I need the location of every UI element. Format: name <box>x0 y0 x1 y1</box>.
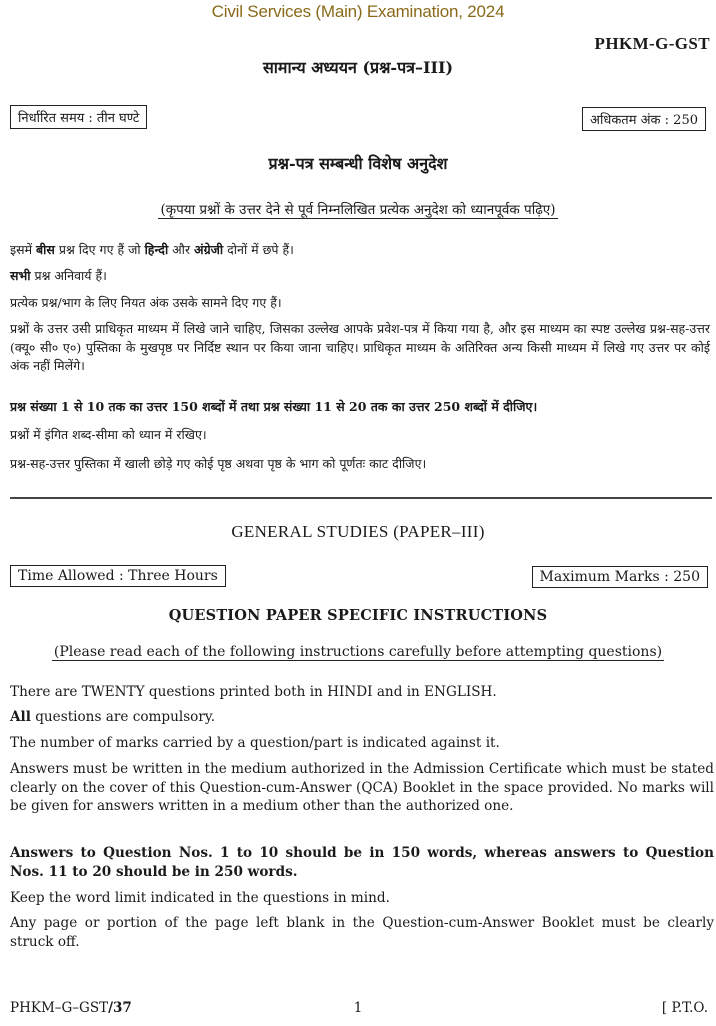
english-instructions-subheading-text: (Please read each of the following instructions carefully before attempting questions) <box>53 644 663 660</box>
hindi-max-marks-box: अधिकतम अंक : 250 <box>582 107 706 131</box>
hindi-instructions-subheading-text: (कृपया प्रश्नों के उत्तर देने से पूर्व निम्नलिखित प्रत्येक अनुदेश को ध्यानपूर्वक पढ़िए) <box>160 202 556 218</box>
hindi-instruction-2 <box>10 267 710 286</box>
footer-code-suffix: /37 <box>108 1000 132 1016</box>
hindi-instruction-3: प्रत्येक प्रश्न/भाग के लिए नियत अंक उसके सामने दिए गए हैं। <box>10 295 282 310</box>
english-instruction-7: Any page or portion of the page left blank in the Question-cum-Answer Booklet must be clearly struck off. <box>10 915 714 950</box>
en-p2-a: All <box>10 709 31 725</box>
english-instruction-5: Answers to Question Nos. 1 to 10 should be in 150 words, whereas answers to Question Nos. 11 to 20 should be in 250 words. <box>10 845 714 880</box>
section-divider <box>10 497 712 499</box>
hi-p1-d: हिन्दी <box>144 242 169 257</box>
hindi-time-allowed-box: निर्धारित समय : तीन घण्टे <box>10 105 147 129</box>
exam-title: Civil Services (Main) Examination, 2024 <box>211 2 505 21</box>
english-max-marks-box: Maximum Marks : 250 <box>532 566 708 588</box>
hi-p1-c: प्रश्न दिए गए हैं जो <box>54 242 145 257</box>
paper-code: PHKM-G-GST <box>594 34 710 53</box>
english-instruction-1: There are TWENTY questions printed both in HINDI and in ENGLISH. <box>10 684 497 700</box>
hi-p1-g: दोनों में छपे हैं। <box>223 242 294 257</box>
en-p2-b: questions are compulsory. <box>30 709 216 725</box>
english-instructions-heading: QUESTION PAPER SPECIFIC INSTRUCTIONS <box>168 607 548 624</box>
english-instructions-subheading <box>0 644 716 660</box>
english-paper-title: GENERAL STUDIES (PAPER–III) <box>231 522 485 541</box>
hindi-instructions-heading: प्रश्न-पत्र सम्बन्धी विशेष अनुदेश <box>268 154 448 173</box>
hindi-instruction-6: प्रश्नों में इंगित शब्द-सीमा को ध्यान में रखिए। <box>10 427 207 442</box>
footer-code-prefix: PHKM–G–GST <box>10 1000 109 1016</box>
hindi-instruction-4: प्रश्नों के उत्तर उसी प्राधिकृत माध्यम में लिखे जाने चाहिए, जिसका उल्लेख आपके प्रवेश-पत्र में किया गया है, और इस माध्यम का स्पष्ट उल्लेख प्रश्न-सह-उत्तर (क्यू० सी० ए०) पुस्तिका के मुखपृष्ठ पर निर्दिष्ट स्थान पर किया जाना चाहिए। प्राधिकृत माध्यम के अतिरिक्त अन्य किसी माध्यम में लिखे गए उत्तर पर कोई अंक नहीं मिलेंगे। <box>10 321 710 373</box>
english-instruction-2 <box>10 708 714 727</box>
hindi-instruction-5: प्रश्न संख्या 1 से 10 तक का उत्तर 150 शब्दों में तथा प्रश्न संख्या 11 से 20 तक का उत्तर 250 शब्दों में दीजिए। <box>10 399 538 414</box>
hi-p1-b: बीस <box>36 242 55 257</box>
english-instruction-4: Answers must be written in the medium authorized in the Admission Certificate which must be stated clearly on the cover of this Question-cum-Answer (QCA) Booklet in the space provided. No marks will be given for answers written in a medium other than the authorized one. <box>10 761 714 814</box>
footer-pto: [ P.T.O. <box>661 1000 708 1016</box>
hi-p2-b: प्रश्न अनिवार्य हैं। <box>30 268 107 283</box>
hindi-instruction-7: प्रश्न-सह-उत्तर पुस्तिका में खाली छोड़े गए कोई पृष्ठ अथवा पृष्ठ के भाग को पूर्णतः काट दीजिए। <box>10 456 427 471</box>
hi-p1-f: अंग्रेजी <box>194 242 224 257</box>
hindi-instruction-1 <box>10 241 710 260</box>
hi-p1-e: और <box>168 242 195 257</box>
hindi-instructions-subheading <box>0 200 716 218</box>
hi-p1-a: इसमें <box>10 242 37 257</box>
footer-page-number: 1 <box>353 1000 363 1016</box>
english-time-allowed-box: Time Allowed : Three Hours <box>10 565 226 587</box>
hindi-paper-title: सामान्य अध्ययन (प्रश्न-पत्र–III) <box>262 58 454 77</box>
english-instruction-6: Keep the word limit indicated in the questions in mind. <box>10 890 390 906</box>
hi-p2-a: सभी <box>10 268 31 283</box>
english-instruction-3: The number of marks carried by a question/part is indicated against it. <box>10 735 500 751</box>
